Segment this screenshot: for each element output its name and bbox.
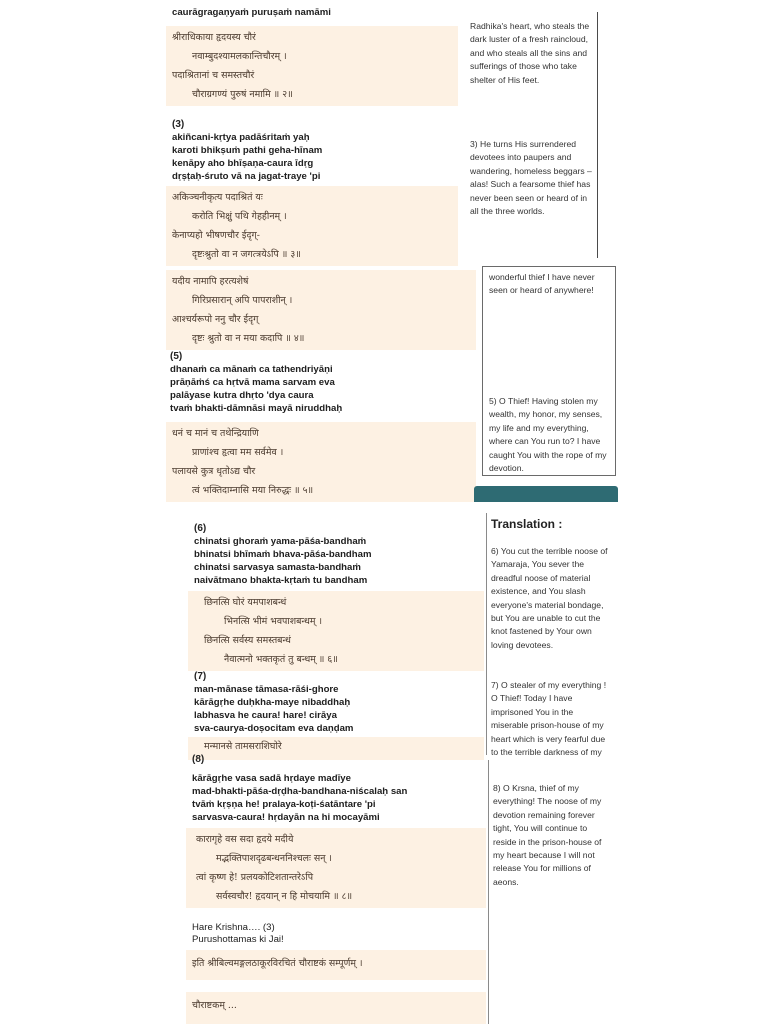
translation-line: existence, and You slash	[491, 586, 586, 597]
translation-verse8	[493, 782, 601, 889]
panel2-translation-box	[482, 266, 616, 476]
transliteration-line: tvaṁ bhakti-dāmnāsi mayā niruddhaḥ	[170, 403, 343, 414]
sanskrit-line: करोति भिक्षुं पथि गेहहीनम् ।	[192, 211, 287, 222]
panel4-translation-column	[488, 760, 628, 1024]
verse6-sanskrit	[188, 591, 484, 671]
panel-verses-6-7	[180, 513, 630, 758]
transliteration-line: kārāgṛhe duḥkha-maye nibaddhaḥ	[194, 697, 351, 708]
translation-line: devotees into paupers and	[470, 152, 572, 163]
sanskrit-line: भिनत्सि भीमं भवपाशबन्धम् ।	[224, 616, 323, 627]
verse4-sanskrit	[166, 270, 476, 350]
translation-line: devotion.	[489, 463, 524, 474]
transliteration-line: prāṇāṁś ca hṛtvā mama sarvam eva	[170, 377, 335, 388]
translation-line: tight, You will continue to	[493, 823, 588, 834]
verse6-transliteration	[194, 535, 372, 587]
panel3-left	[188, 513, 484, 755]
sanskrit-line: छिनत्सि सर्वस्य समस्तबन्धं	[204, 635, 291, 646]
transliteration-line: labhasva he caura! hare! cirāya	[194, 710, 337, 721]
translation-line: aeons.	[493, 876, 519, 887]
bottom-cut-sanskrit	[186, 992, 486, 1024]
sanskrit-line: श्रीराधिकाया हृदयस्य चौरं	[172, 32, 256, 43]
translation-verse6	[491, 545, 608, 652]
sanskrit-line: यदीय नामापि हरत्यशेषं	[172, 276, 249, 287]
sanskrit-line: मद्भक्तिपाशदृढबन्धननिश्चलः सन् ।	[216, 853, 332, 864]
translation-verse3	[470, 138, 592, 218]
sanskrit-line: पलायसे कुत्र धृतोऽद्य चौर	[172, 466, 256, 477]
panel-verse-8	[160, 754, 632, 1024]
translation-line: everything! The noose of my	[493, 796, 602, 807]
verse5-sanskrit	[166, 422, 476, 502]
transliteration-line: palāyase kutra dhṛto 'dya caura	[170, 390, 314, 401]
translation-line: caught You with the rope of my	[489, 449, 607, 460]
verse3-transliteration	[172, 131, 322, 183]
sanskrit-line: कारागृहे वस सदा हृदये मदीये	[196, 834, 294, 845]
translation-line: but You are unable to cut the	[491, 613, 601, 624]
verse8-transliteration	[192, 772, 407, 824]
translation-line: 7) O stealer of my everything !	[491, 680, 607, 690]
translation-line: Radhika's heart, who steals the	[470, 21, 590, 31]
transliteration-line: karoti bhikṣuṁ pathi geha-hīnam	[172, 145, 323, 156]
verse7-transliteration	[194, 683, 353, 735]
translation-line: everyone's material bondage,	[491, 599, 604, 610]
translation-line: wealth, my honor, my senses,	[489, 409, 603, 420]
panel1-translation-column	[462, 12, 598, 258]
verse8-sanskrit	[186, 828, 486, 908]
translation-line: knot fastened by Your own	[491, 626, 592, 637]
sanskrit-line: चौराष्टकम् ...	[192, 1000, 237, 1011]
transliteration-line: dhanaṁ ca mānaṁ ca tathendriyāṇi	[170, 364, 333, 375]
verse3-sanskrit	[166, 186, 458, 266]
translation-line: imprisoned You in the	[491, 706, 574, 717]
translation-line: wandering, homeless beggars –	[470, 165, 592, 176]
translation-line: where can You run to? I have	[489, 436, 601, 447]
translation-verse7	[491, 679, 606, 759]
translation-line: never been seen or heard of in	[470, 192, 588, 203]
translation-line: devotion remaining forever	[493, 809, 595, 820]
panel2-left	[166, 266, 476, 502]
sanskrit-line: नैवात्मनो भक्तकृतं तु बन्धम् ॥ ६॥	[224, 654, 338, 665]
transliteration-line: chinatsi ghoraṁ yama-pāśa-bandhaṁ	[194, 536, 367, 547]
transliteration-line: mad-bhakti-pāśa-dṛḍha-bandhana-niścalaḥ san	[192, 786, 408, 797]
transliteration-line: sva-caurya-doṣocitam eva daṇḍam	[194, 723, 354, 734]
translation-verse2	[470, 20, 589, 87]
translation-heading: Translation :	[491, 517, 563, 531]
sanskrit-line: दृष्टः श्रुतो वा न मया कदापि ॥ ४॥	[192, 333, 305, 344]
transliteration-line: kārāgṛhe vasa sadā hṛdaye madīye	[192, 773, 351, 784]
translation-line: O Thief! Today I have	[491, 693, 573, 704]
panel-verses-4-5	[162, 266, 622, 502]
transliteration-line: kenāpy aho bhīṣaṇa-caura īdṛg	[172, 158, 314, 169]
translation-line: 5) O Thief! Having stolen my	[489, 396, 598, 406]
transliteration-line: bhinatsi bhīmaṁ bhava-pāśa-bandham	[194, 549, 372, 560]
sanskrit-line: मन्मानसे तामसराशिघोरे	[204, 741, 282, 752]
translation-line: 3) He turns His surrendered	[470, 139, 577, 149]
translation-line: miserable prison-house of my	[491, 720, 604, 731]
translation-line: heart which is very fearful due	[491, 733, 606, 744]
verse5-transliteration	[170, 363, 342, 415]
closing-line: Purushottamas ki Jai!	[192, 934, 284, 945]
panel3-translation-column	[486, 513, 626, 758]
teal-tab-button[interactable]	[474, 486, 618, 502]
panel-verses-2-3	[160, 7, 608, 260]
sanskrit-line: गिरिप्रसारान् अपि पापराशीन् ।	[192, 295, 293, 306]
transliteration-line: chinatsi sarvasya samasta-bandhaṁ	[194, 562, 361, 573]
translation-verse4	[489, 271, 595, 298]
sanskrit-line: सर्वस्वचौर! हृदयान् न हि मोचयामि ॥ ८॥	[216, 891, 353, 902]
translation-line: reside in the prison-house of	[493, 836, 602, 847]
closing-chant	[192, 922, 284, 946]
translation-line: all the three worlds.	[470, 206, 545, 217]
verse2-sanskrit	[166, 26, 458, 106]
panel1-left	[166, 7, 458, 260]
translation-line: alas! Such a fearsome thief has	[470, 179, 591, 190]
verse7-number: (7)	[194, 671, 207, 682]
translation-line: wonderful thief I have never	[489, 272, 595, 282]
translation-line: release You for millions of	[493, 863, 591, 874]
translation-line: my life and my everything,	[489, 422, 589, 433]
transliteration-line: sarvasva-caura! hṛdayān na hi mocayāmi	[192, 812, 380, 823]
sanskrit-line: त्वां कृष्ण हे! प्रलयकोटिशतान्तरेऽपि	[196, 872, 314, 883]
sanskrit-line: पदाश्रितानां च समस्तचौरं	[172, 70, 255, 81]
translation-line: 6) You cut the terrible noose of	[491, 546, 608, 556]
cut-transliteration-line: caurāgragaṇyaṁ puruṣaṁ namāmi	[172, 7, 331, 18]
translation-line: dark luster of a fresh raincloud,	[470, 34, 588, 45]
translation-verse5	[489, 395, 607, 475]
verse6-number: (6)	[194, 523, 207, 534]
transliteration-line: dṛṣṭaḥ-śruto vā na jagat-traye 'pi	[172, 171, 321, 182]
translation-line: and who steals all the sins and	[470, 47, 588, 58]
verse3-number: (3)	[172, 119, 185, 130]
colophon-sanskrit	[186, 950, 486, 980]
translation-line: 8) O Krsna, thief of my	[493, 783, 579, 793]
sanskrit-line: धनं च मानं च तथेन्द्रियाणि	[172, 428, 259, 439]
translation-line: seen or heard of anywhere!	[489, 285, 594, 296]
sanskrit-line: प्राणांश्च हृत्वा मम सर्वमेव ।	[192, 447, 284, 458]
translation-line: sufferings of those who take	[470, 61, 577, 72]
transliteration-line: man-mānase tāmasa-rāśi-ghore	[194, 684, 339, 695]
closing-line: Hare Krishna…. (3)	[192, 922, 275, 933]
translation-line: loving devotees.	[491, 639, 554, 650]
sanskrit-line: दृष्टःश्रुतो वा न जगत्त्रयेऽपि ॥ ३॥	[192, 249, 301, 260]
sanskrit-line: आश्चर्यरूपो ननु चौर ईदृग्	[172, 314, 259, 325]
sanskrit-line: अकिञ्चनीकृत्य पदाश्रितं यः	[172, 192, 263, 203]
translation-line: to the terrible darkness of my	[491, 747, 602, 758]
translation-line: my heart because I will not	[493, 850, 595, 861]
sanskrit-line: केनाप्यहो भीषणचौर ईदृग्-	[172, 230, 260, 241]
verse5-number: (5)	[170, 351, 183, 362]
transliteration-line: tvāṁ kṛṣṇa he! pralaya-koṭi-śatāntare 'pi	[192, 799, 376, 810]
sanskrit-line: इति श्रीबिल्वमङ्गलठाकूरविरचितं चौराष्टकं सम्पूर्णम् ।	[192, 958, 363, 969]
sanskrit-line: छिनत्सि घोरं यमपाशबन्धं	[204, 597, 287, 608]
transliteration-line: naivātmano bhakta-kṛtaṁ tu bandham	[194, 575, 368, 586]
verse8-number: (8)	[192, 754, 205, 765]
transliteration-line: akiñcani-kṛtya padāśritaṁ yaḥ	[172, 132, 310, 143]
sanskrit-line: नवाम्बुदश्यामलकान्तिचौरम् ।	[192, 51, 287, 62]
translation-line: dreadful noose of material	[491, 572, 591, 583]
translation-line: Yamaraja, You sever the	[491, 559, 584, 570]
translation-line: shelter of His feet.	[470, 74, 540, 85]
sanskrit-line: त्वं भक्तिदाम्नासि मया निरुद्धः ॥ ५॥	[192, 485, 314, 496]
sanskrit-line: चौराग्रगण्यं पुरुषं नमामि ॥ २॥	[192, 89, 293, 100]
panel4-left	[186, 754, 486, 1024]
